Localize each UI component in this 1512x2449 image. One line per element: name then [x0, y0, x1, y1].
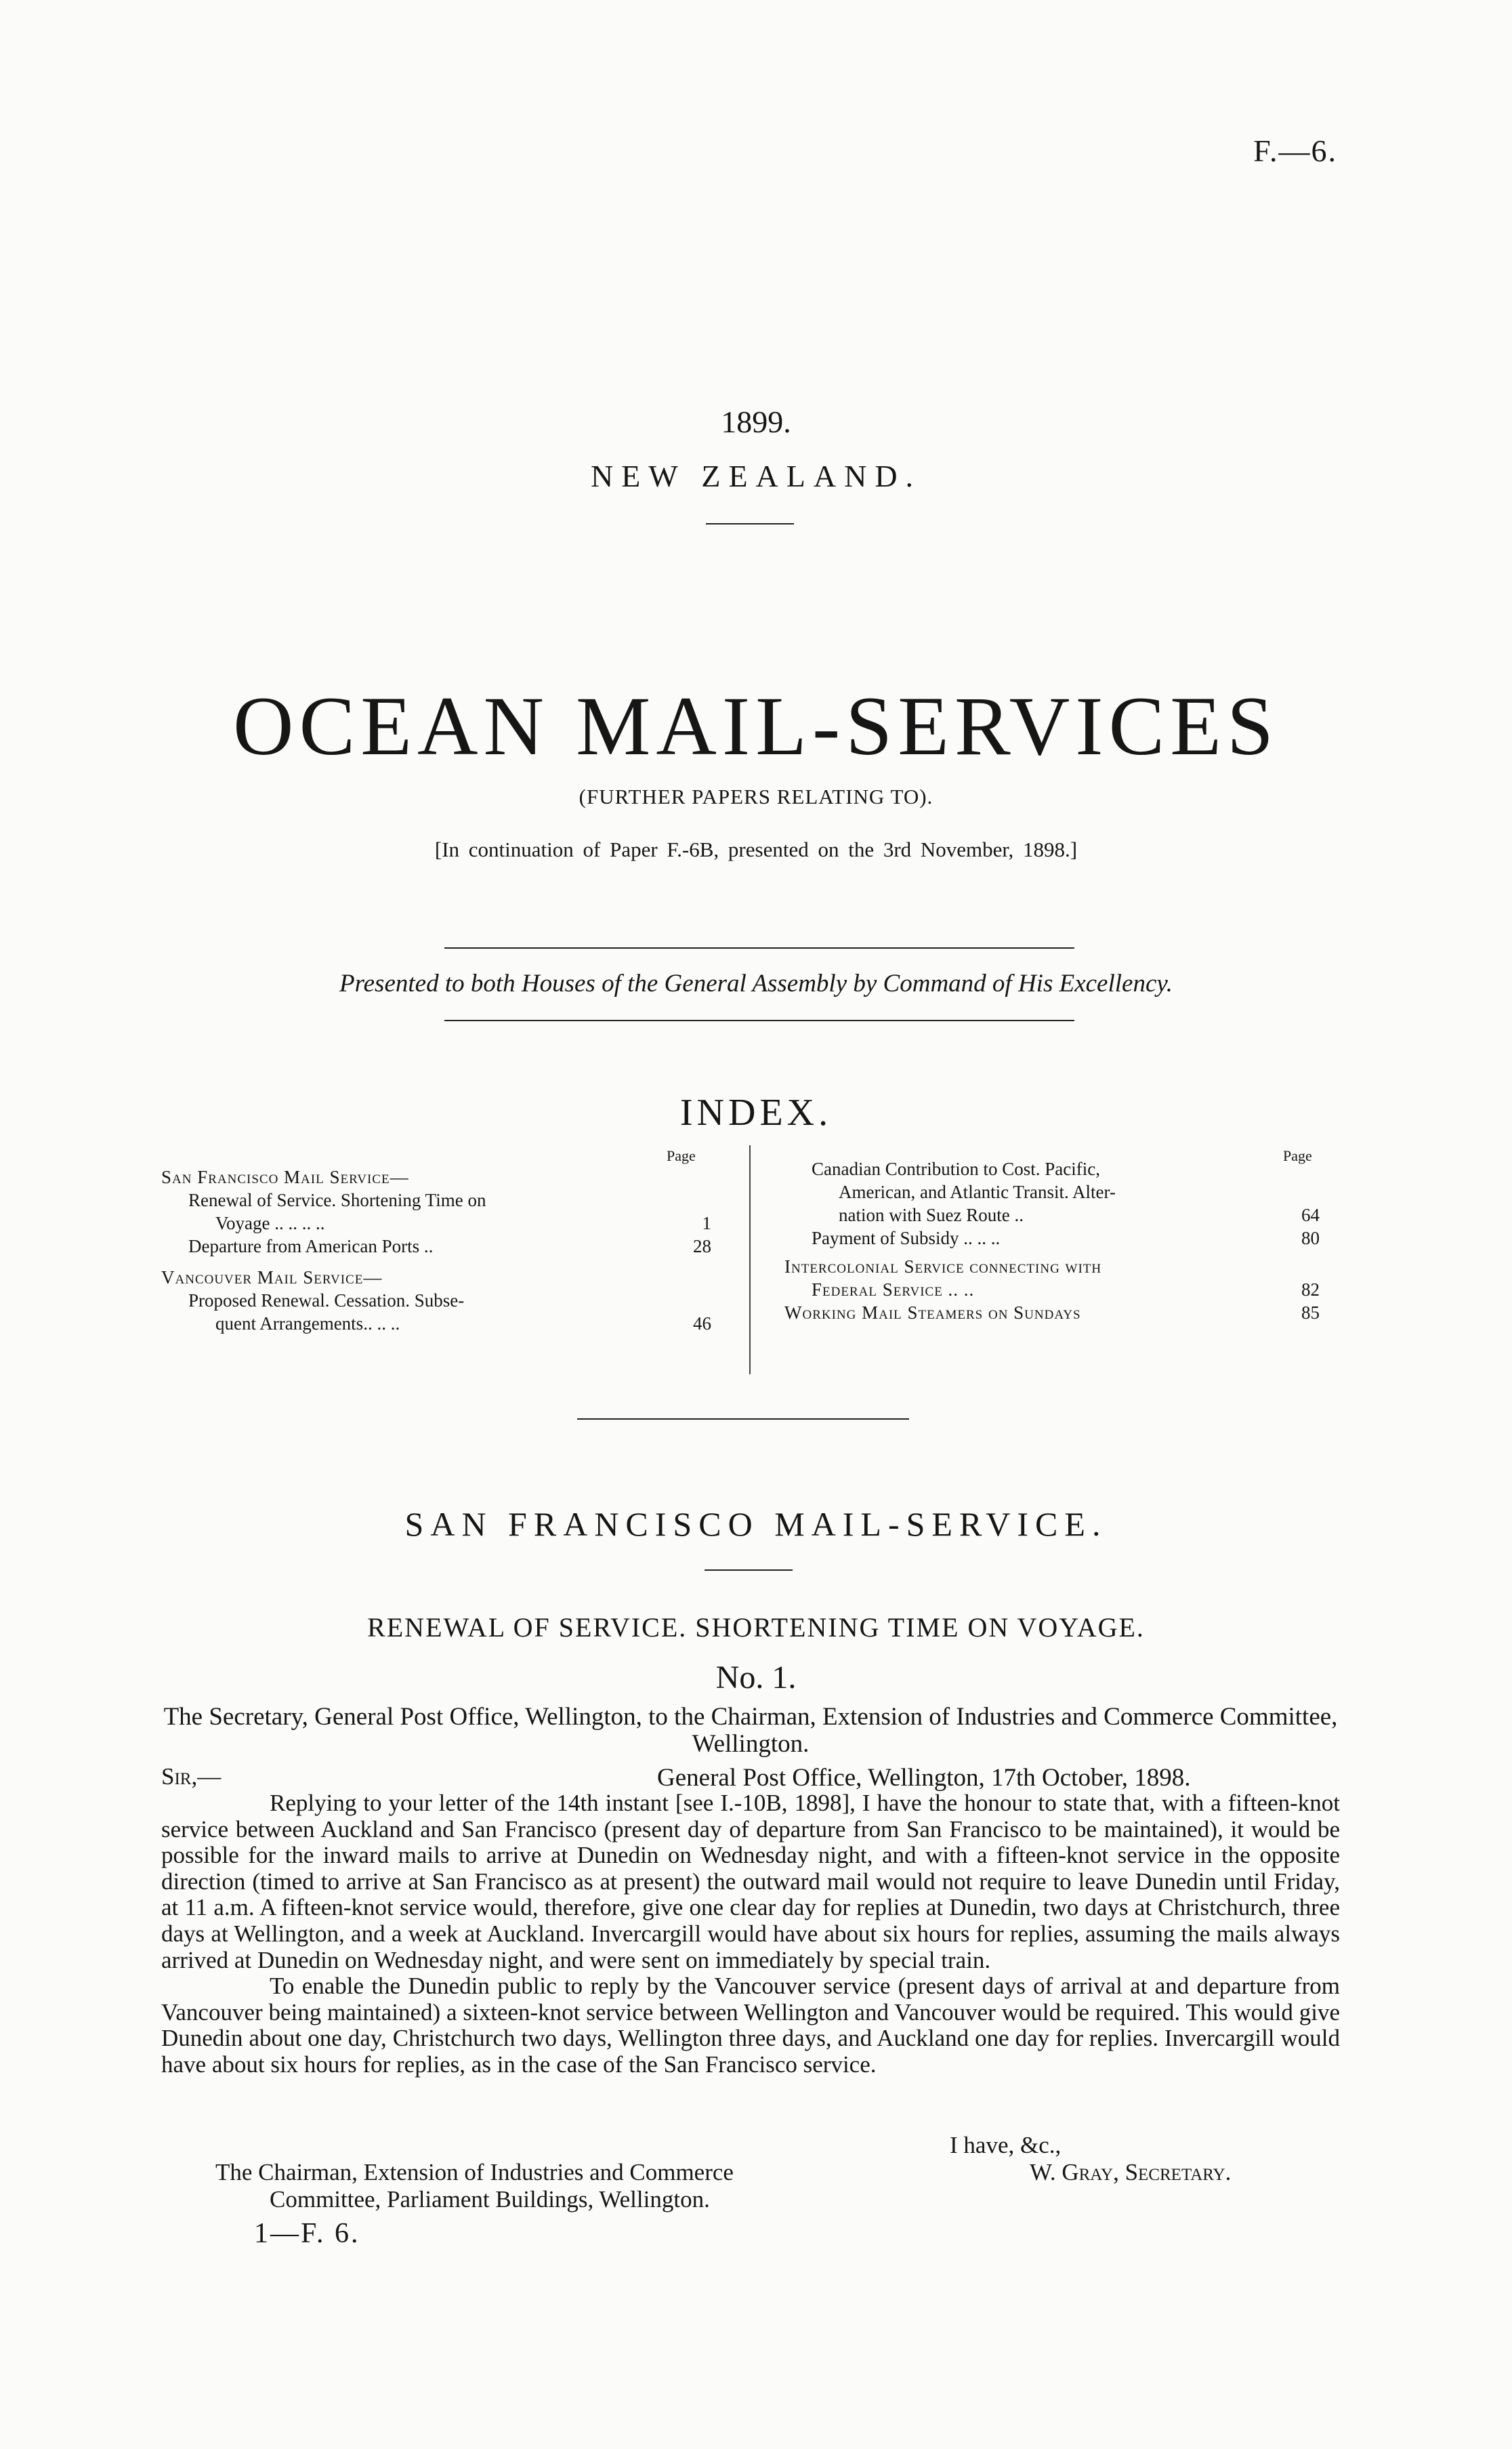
- index-entry-text: nation with Suez Route ..: [839, 1205, 1024, 1225]
- index-entry: [161, 1266, 711, 1289]
- document-title: OCEAN MAIL-SERVICES: [233, 680, 1279, 773]
- index-entry: [784, 1203, 1320, 1227]
- index-entry: [784, 1301, 1320, 1324]
- index-entry-page: 85: [1301, 1302, 1320, 1323]
- index-entry: [784, 1157, 1320, 1180]
- index-entry-text: Payment of Subsidy .. .. ..: [812, 1228, 1001, 1248]
- document-subtitle: (FURTHER PAPERS RELATING TO).: [579, 785, 933, 808]
- addressee-line-2: Committee, Parliament Buildings, Wellington.: [270, 2186, 710, 2213]
- paragraph: Replying to your letter of the 14th instant [see I.-10B, 1898], I have the honour to state that, with a fifteen-knot service between Auckland and San Francisco (present day of departure from San Francisco to be maintained), it would be possible for the inward mails to arrive at Dunedin on Wednesday night, and with a fifteen-knot service in the opposite direction (timed to arrive at San Francisco as at present) the outward mail would not require to leave Dunedin until Friday, at 11 a.m. A fifteen-knot service would, therefore, give one clear day for replies at Dunedin, two days at Christchurch, three days at Wellington, and a week at Auckland. Invercargill would have about six hours for replies, assuming the mails always arrived at Dunedin on Wednesday night, and were sent on immediately by special train.: [161, 1790, 1340, 1973]
- closing: I have, &c.,: [950, 2132, 1062, 2158]
- index-entry-page: 80: [1301, 1228, 1320, 1248]
- index-page-header-left: Page: [667, 1147, 696, 1164]
- index-entry: [161, 1189, 711, 1212]
- index-entry-text: Proposed Renewal. Cessation. Subse-: [188, 1290, 465, 1311]
- index-entry: [784, 1227, 1320, 1250]
- addressee-line-1: The Chairman, Extension of Industries and Commerce: [215, 2159, 734, 2185]
- letter-heading: [161, 1704, 1340, 1758]
- letter-heading-text: The Secretary, General Post Office, Wellington, to the Chairman, Extension of Industries and Commerce Committee, Wellington.: [163, 1703, 1338, 1758]
- index-entry-text: San Francisco Mail Service—: [161, 1167, 409, 1187]
- divider: [577, 1418, 909, 1420]
- divider: [706, 523, 794, 524]
- year: 1899.: [721, 405, 791, 439]
- index-entry: [161, 1289, 711, 1312]
- divider: [705, 1569, 793, 1571]
- index-page-header-right: Page: [1283, 1147, 1312, 1164]
- index-entry-text: Voyage .. .. .. ..: [215, 1213, 325, 1233]
- index-right-column: [784, 1157, 1320, 1324]
- index-title: INDEX.: [679, 1092, 833, 1134]
- index-entry-text: Renewal of Service. Shortening Time on: [188, 1190, 486, 1210]
- index-entry-text: quent Arrangements.. .. ..: [215, 1313, 400, 1334]
- continuation-note: [In continuation of Paper F.-6B, presented on the 3rd November, 1898.]: [434, 838, 1078, 861]
- index-entry-text: Departure from American Ports ..: [188, 1236, 434, 1256]
- index-entry: [784, 1255, 1320, 1278]
- index-entry-text: Intercolonial Service connecting with: [784, 1256, 1102, 1277]
- index-entry-text: Canadian Contribution to Cost. Pacific,: [812, 1159, 1100, 1179]
- index-entry-text: Working Mail Steamers on Sundays: [784, 1302, 1081, 1323]
- index-entry-page: 64: [1301, 1205, 1320, 1225]
- index-entry-text: American, and Atlantic Transit. Alter-: [839, 1182, 1116, 1202]
- country: NEW ZEALAND.: [590, 459, 922, 493]
- index-entry: [784, 1180, 1320, 1203]
- index-entry-text: Federal Service .. ..: [812, 1279, 975, 1300]
- index-entry: [161, 1212, 711, 1235]
- footer-code: 1—F. 6.: [254, 2218, 360, 2249]
- index-entry-text: Vancouver Mail Service—: [161, 1267, 383, 1288]
- index-entry-page: 46: [693, 1313, 711, 1334]
- salutation: Sir,—: [161, 1763, 222, 1790]
- paragraph: To enable the Dunedin public to reply by the Vancouver service (present days of arrival at and departure from Vancouver being maintained) a sixteen-knot service between Wellington and Vancouver would be required. This would give Dunedin about one day, Christchurch two days, Wellington three days, and Auckland one day for replies. Invercargill would have about six hours for replies, as in the case of the San Francisco service.: [161, 1973, 1340, 2078]
- index-entry-page: 28: [693, 1236, 711, 1256]
- index-column-divider: [749, 1145, 751, 1374]
- index-entry: [161, 1312, 711, 1335]
- document-number: No. 1.: [715, 1660, 797, 1695]
- divider: [444, 1020, 1074, 1021]
- presented-statement: Presented to both Houses of the General Assembly by Command of His Excellency.: [339, 970, 1173, 997]
- index-entry-page: 82: [1301, 1279, 1320, 1300]
- index-entry: [784, 1278, 1320, 1301]
- page-code: F.—6.: [1253, 133, 1337, 168]
- index-entry-page: 1: [702, 1213, 711, 1233]
- section-title: SAN FRANCISCO MAIL-SERVICE.: [404, 1505, 1108, 1543]
- index-left-column: [161, 1166, 711, 1335]
- divider: [444, 947, 1074, 949]
- place-date: General Post Office, Wellington, 17th October, 1898.: [657, 1764, 1191, 1792]
- signature: W. Gray, Secretary.: [1030, 2159, 1232, 2185]
- letter-body: [161, 1790, 1340, 2078]
- index-entry: [161, 1235, 711, 1258]
- index-entry: [161, 1166, 711, 1189]
- section-subtitle: RENEWAL OF SERVICE. SHORTENING TIME ON VOYAGE.: [367, 1612, 1145, 1643]
